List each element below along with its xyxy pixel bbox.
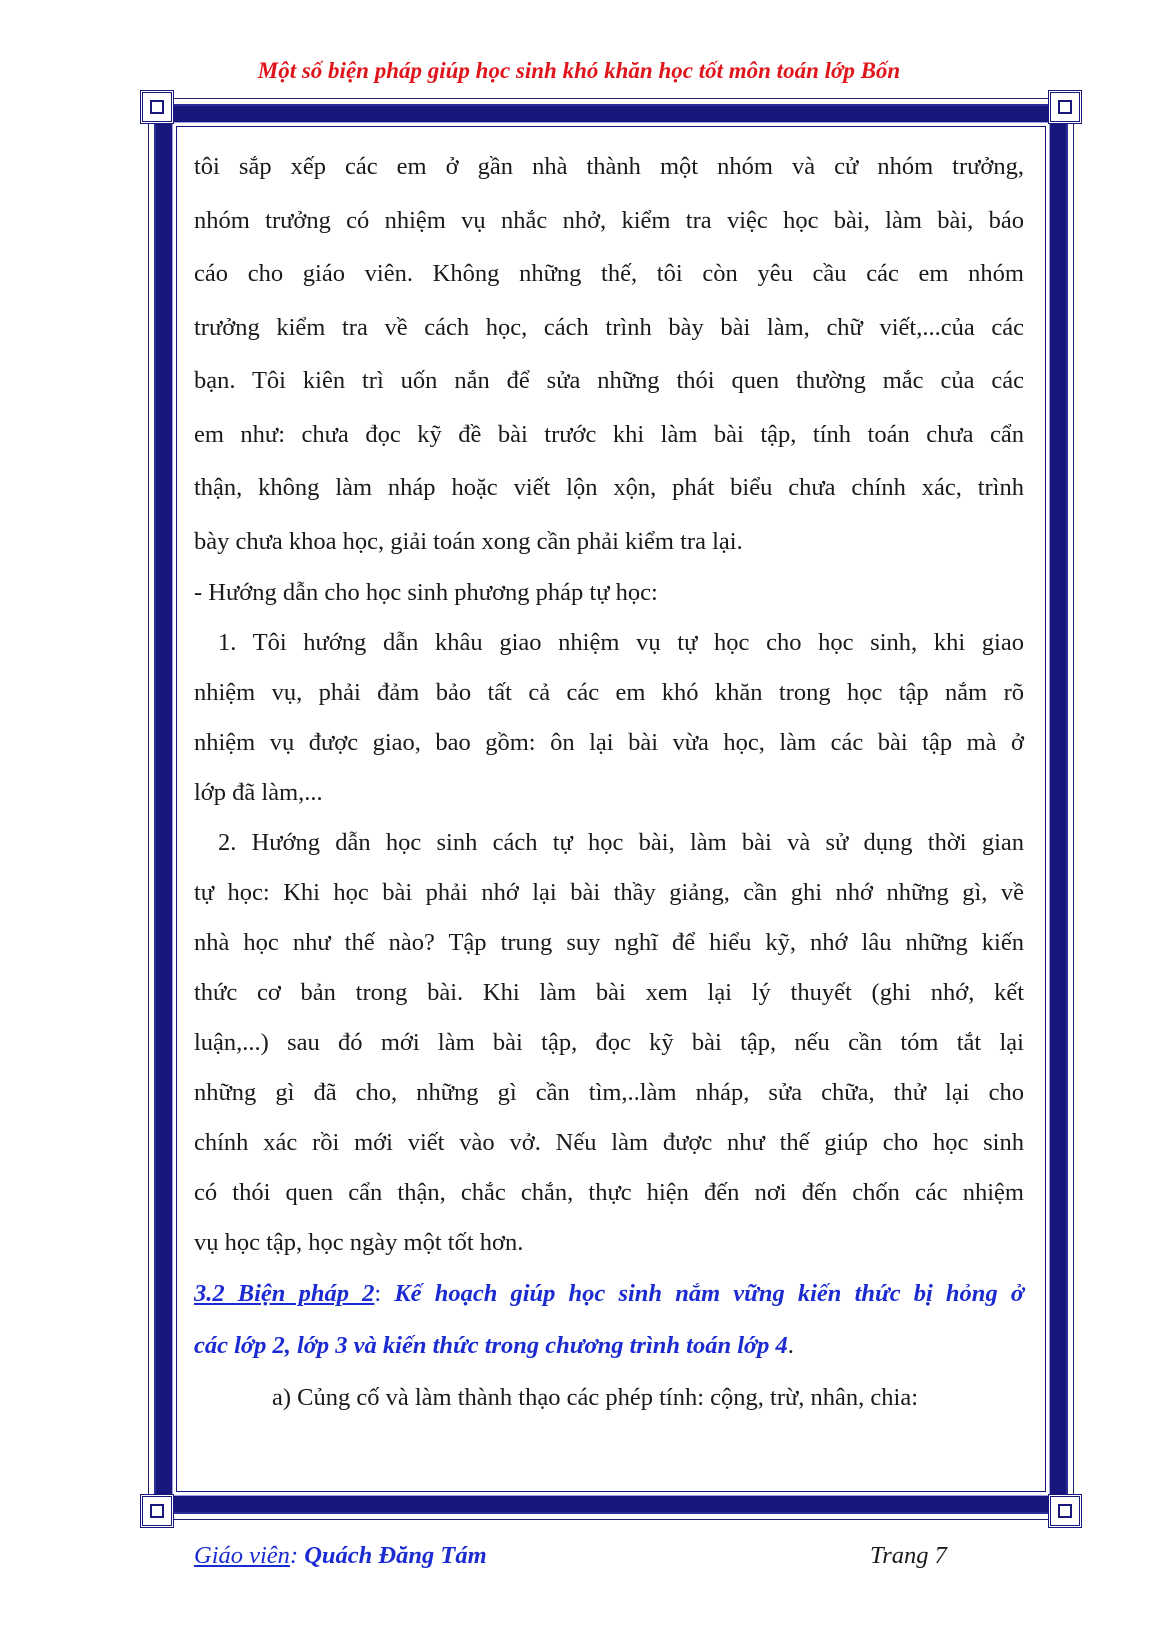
text-line: cáo cho giáo viên. Không những thế, tôi còn yêu cầu các em nhóm — [194, 260, 1024, 287]
measure-label: 3.2 Biện pháp 2 — [194, 1280, 375, 1307]
list-item-1-line: nhiệm vụ, phải đảm bảo tất cả các em khó khăn trong học tập nắm rõ — [194, 679, 1024, 706]
measure-title-part-2: các lớp 2, lớp 3 và kiến thức trong chương trình toán lớp 4 — [194, 1332, 788, 1359]
self-study-section — [194, 568, 1024, 1268]
page-number: Trang 7 — [870, 1542, 947, 1569]
text-line: tôi sắp xếp các em ở gần nhà thành một nhóm và cử nhóm trưởng, — [194, 153, 1024, 180]
border-corner-ornament — [1048, 90, 1082, 124]
measure-heading-line-2 — [194, 1320, 1024, 1372]
list-item-1-line: nhiệm vụ được giao, bao gồm: ôn lại bài vừa học, làm các bài tập mà ở — [194, 729, 1024, 756]
list-item-1-line: 1. Tôi hướng dẫn khâu giao nhiệm vụ tự học cho học sinh, khi giao — [218, 629, 1024, 656]
list-item-2-line: luận,...) sau đó mới làm bài tập, đọc kỹ bài tập, nếu cần tóm tắt lại — [194, 1029, 1024, 1056]
section-heading: - Hướng dẫn cho học sinh phương pháp tự học: — [194, 579, 658, 606]
border-corner-ornament — [140, 90, 174, 124]
teacher-label: Giáo viên — [194, 1542, 290, 1569]
list-item-2-line: những gì đã cho, những gì cần tìm,..làm nháp, sửa chữa, thử lại cho — [194, 1079, 1024, 1106]
measure-heading-line-1 — [194, 1268, 1024, 1320]
list-item-2-line: chính xác rồi mới viết vào vở. Nếu làm được như thế giúp cho học sinh — [194, 1129, 1024, 1156]
text-line: bạn. Tôi kiên trì uốn nắn để sửa những thói quen thường mắc của các — [194, 367, 1024, 394]
list-item-2-line: 2. Hướng dẫn học sinh cách tự học bài, làm bài và sử dụng thời gian — [218, 829, 1024, 856]
teacher-name: Quách Đăng Tám — [304, 1542, 487, 1569]
text-line: nhóm trưởng có nhiệm vụ nhắc nhở, kiểm tra việc học bài, làm bài, báo — [194, 206, 1024, 234]
border-corner-ornament — [1048, 1494, 1082, 1528]
border-corner-ornament — [140, 1494, 174, 1528]
text-line: bày chưa khoa học, giải toán xong cần phải kiểm tra lại. — [194, 527, 743, 555]
list-item-2-line: thức cơ bản trong bài. Khi làm bài xem lại lý thuyết (ghi nhớ, kết — [194, 979, 1024, 1006]
footer-teacher — [194, 1542, 487, 1570]
list-item-2-line: có thói quen cẩn thận, chắc chắn, thực hiện đến nơi đến chốn các nhiệm — [194, 1179, 1024, 1206]
list-item-2-line: nhà học như thế nào? Tập trung suy nghĩ để hiểu kỹ, nhớ lâu những kiến — [194, 929, 1024, 956]
text-line: trưởng kiểm tra về cách học, cách trình bày bài làm, chữ viết,...của các — [194, 313, 1024, 341]
list-item-2-line: vụ học tập, học ngày một tốt hơn. — [194, 1229, 524, 1256]
document-body — [194, 140, 1024, 1424]
teacher-separator: : — [289, 1542, 305, 1569]
page-header-title: Một số biện pháp giúp học sinh khó khăn học tốt môn toán lớp Bốn — [257, 58, 901, 83]
text-line: thận, không làm nháp hoặc viết lộn xộn, phát biểu chưa chính xác, trình — [194, 474, 1024, 501]
paragraph-group-organization — [194, 140, 1024, 568]
subsection-a — [194, 1372, 1024, 1424]
measure-end: . — [787, 1332, 794, 1359]
list-item-2-line: tự học: Khi học bài phải nhớ lại bài thầy giảng, cần ghi nhớ những gì, về — [194, 879, 1024, 906]
list-item-1-line: lớp đã làm,... — [194, 779, 323, 806]
measure-heading — [194, 1268, 1024, 1372]
subsection-a-heading: a) Củng cố và làm thành thạo các phép tính: cộng, trừ, nhân, chia: — [272, 1384, 918, 1411]
text-line: em như: chưa đọc kỹ đề bài trước khi làm bài tập, tính toán chưa cẩn — [194, 420, 1024, 448]
measure-separator: : — [374, 1280, 395, 1307]
measure-title-part-1: Kế hoạch giúp học sinh nắm vững kiến thức bị hỏng ở — [394, 1280, 1024, 1307]
